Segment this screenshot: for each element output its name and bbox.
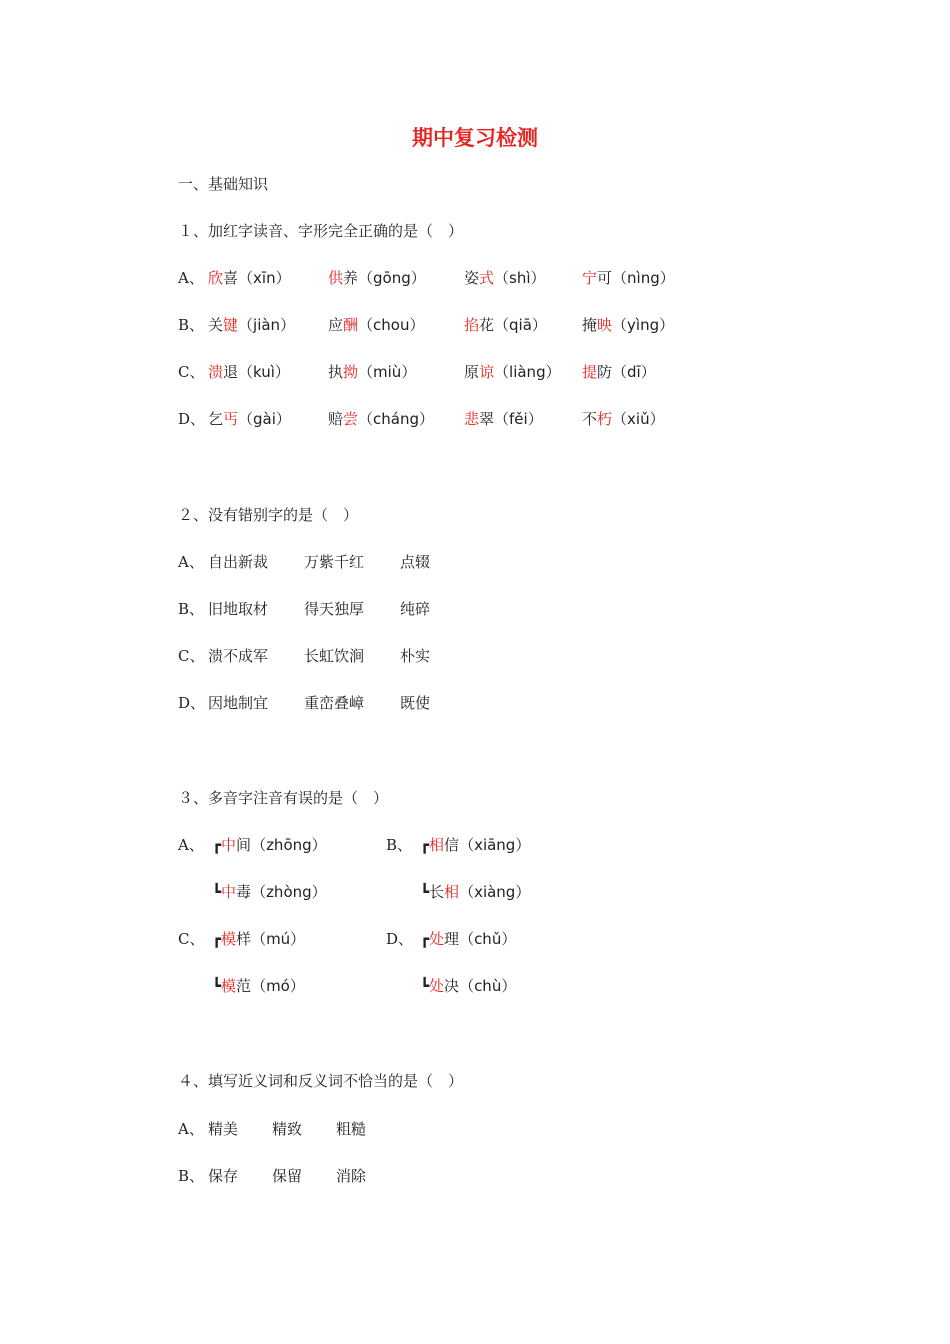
option-word (582, 268, 675, 288)
plain-char: 姿 (464, 269, 480, 287)
option-word (208, 315, 295, 335)
option-word: 溃不成军 (208, 647, 269, 665)
option-word (328, 268, 426, 288)
highlighted-char: 溃 (208, 363, 224, 381)
option-word (420, 882, 530, 902)
option-word: 旧地取材 (208, 600, 269, 618)
brace-top-icon: ┏ (420, 930, 430, 948)
plain-char: 毒 (236, 883, 252, 901)
option-word: 精美 (208, 1120, 239, 1138)
pinyin: （chù） (459, 977, 517, 995)
option-word: 消除 (336, 1167, 367, 1185)
pinyin: （chou） (358, 316, 425, 334)
plain-char: 退 (223, 363, 239, 381)
pinyin: （xiǔ） (612, 410, 665, 428)
brace-bottom-icon: ┗ (212, 883, 222, 901)
option-label: D、 (178, 410, 206, 428)
pinyin: （mú） (251, 930, 306, 948)
question-2-stem: ２、没有错别字的是（ ） (178, 506, 359, 524)
option-word: 既使 (400, 694, 431, 712)
pinyin: （chǔ） (459, 930, 517, 948)
question-4-stem: ４、填写近义词和反义词不恰当的是（ ） (178, 1072, 464, 1090)
highlighted-char: 模 (221, 977, 237, 995)
option-word: 粗糙 (336, 1120, 367, 1138)
plain-char: 赔 (328, 410, 344, 428)
option-word: 朴实 (400, 647, 431, 665)
pinyin: （shì） (494, 269, 546, 287)
pinyin: （fěi） (494, 410, 543, 428)
pinyin: （xīn） (238, 269, 291, 287)
option-word: 万紫千红 (304, 553, 365, 571)
pinyin: （xiàng） (459, 883, 531, 901)
option-word: 因地制宜 (208, 694, 269, 712)
brace-top-icon: ┏ (212, 836, 222, 854)
question-1-stem: １、加红字读音、字形完全正确的是（ ） (178, 222, 464, 240)
plain-char: 养 (343, 269, 359, 287)
option-label: D、 (178, 694, 206, 712)
option-label: B、 (386, 836, 413, 854)
option-word: 得天独厚 (304, 600, 365, 618)
option-label: B、 (178, 600, 205, 618)
pinyin: （kuì） (238, 363, 290, 381)
option-label: B、 (178, 1167, 205, 1185)
option-word (420, 976, 516, 996)
option-word (582, 315, 674, 335)
plain-char: 可 (597, 269, 613, 287)
option-word (328, 409, 434, 429)
plain-char: 不 (582, 410, 598, 428)
brace-bottom-icon: ┗ (420, 883, 430, 901)
pinyin: （mó） (251, 977, 305, 995)
pinyin: （zhòng） (251, 883, 327, 901)
highlighted-char: 键 (223, 316, 239, 334)
highlighted-char: 尝 (343, 410, 359, 428)
highlighted-char: 相 (444, 883, 460, 901)
plain-char: 花 (479, 316, 495, 334)
option-word: 纯碎 (400, 600, 431, 618)
brace-bottom-icon: ┗ (420, 977, 430, 995)
option-word (464, 315, 547, 335)
pinyin: （gài） (238, 410, 291, 428)
option-word: 点辍 (400, 553, 431, 571)
highlighted-char: 处 (429, 930, 445, 948)
plain-char: 翠 (479, 410, 495, 428)
plain-char: 防 (597, 363, 613, 381)
option-word (582, 362, 656, 382)
pinyin: （nìng） (612, 269, 675, 287)
pinyin: （liàng） (494, 363, 561, 381)
option-word (582, 409, 665, 429)
pinyin: （gōng） (358, 269, 426, 287)
highlighted-char: 拗 (343, 363, 359, 381)
option-label: D、 (386, 930, 414, 948)
plain-char: 关 (208, 316, 224, 334)
highlighted-char: 式 (479, 269, 495, 287)
page-title: 期中复习检测 (412, 126, 538, 150)
option-label: C、 (178, 647, 205, 665)
option-word (212, 882, 327, 902)
plain-char: 原 (464, 363, 480, 381)
brace-top-icon: ┏ (420, 836, 430, 854)
highlighted-char: 宁 (582, 269, 598, 287)
plain-char: 范 (236, 977, 252, 995)
option-word: 保存 (208, 1167, 239, 1185)
option-word (328, 315, 424, 335)
option-word (208, 409, 291, 429)
pinyin: （zhōng） (251, 836, 327, 854)
brace-top-icon: ┏ (212, 930, 222, 948)
option-word: 重峦叠嶂 (304, 694, 365, 712)
highlighted-char: 欣 (208, 269, 224, 287)
plain-char: 应 (328, 316, 344, 334)
option-word (212, 929, 305, 949)
brace-bottom-icon: ┗ (212, 977, 222, 995)
plain-char: 间 (236, 836, 252, 854)
option-label: A、 (178, 269, 204, 287)
option-word (464, 268, 546, 288)
option-word (212, 976, 305, 996)
plain-char: 掩 (582, 316, 598, 334)
section-heading: 一、基础知识 (178, 175, 269, 193)
pinyin: （yìng） (612, 316, 675, 334)
option-label: C、 (178, 930, 205, 948)
option-word: 自出新裁 (208, 553, 269, 571)
highlighted-char: 相 (429, 836, 445, 854)
highlighted-char: 映 (597, 316, 613, 334)
option-word (464, 409, 543, 429)
highlighted-char: 朽 (597, 410, 613, 428)
option-word (208, 268, 291, 288)
pinyin: （miù） (358, 363, 417, 381)
option-label: C、 (178, 363, 205, 381)
option-label: A、 (178, 1120, 204, 1138)
pinyin: （dī） (612, 363, 656, 381)
pinyin: （jiàn） (238, 316, 296, 334)
option-label: A、 (178, 553, 204, 571)
option-label: A、 (178, 836, 204, 854)
highlighted-char: 丐 (223, 410, 239, 428)
option-word (208, 362, 290, 382)
highlighted-char: 模 (221, 930, 237, 948)
option-word: 精致 (272, 1120, 303, 1138)
highlighted-char: 酬 (343, 316, 359, 334)
option-label: B、 (178, 316, 205, 334)
pinyin: （xiāng） (459, 836, 531, 854)
plain-char: 样 (236, 930, 252, 948)
highlighted-char: 处 (429, 977, 445, 995)
option-word (464, 362, 561, 382)
highlighted-char: 掐 (464, 316, 480, 334)
option-word: 保留 (272, 1167, 303, 1185)
plain-char: 信 (444, 836, 460, 854)
highlighted-char: 中 (221, 883, 237, 901)
plain-char: 决 (444, 977, 460, 995)
pinyin: （qiā） (494, 316, 547, 334)
option-word (420, 835, 530, 855)
option-word (420, 929, 516, 949)
highlighted-char: 谅 (479, 363, 495, 381)
highlighted-char: 供 (328, 269, 344, 287)
option-word (212, 835, 327, 855)
plain-char: 长 (429, 883, 445, 901)
pinyin: （cháng） (358, 410, 435, 428)
plain-char: 喜 (223, 269, 239, 287)
option-word: 长虹饮涧 (304, 647, 365, 665)
plain-char: 乞 (208, 410, 224, 428)
option-word (328, 362, 416, 382)
highlighted-char: 中 (221, 836, 237, 854)
highlighted-char: 悲 (464, 410, 480, 428)
plain-char: 执 (328, 363, 344, 381)
question-3-stem: ３、多音字注音有误的是（ ） (178, 789, 389, 807)
plain-char: 理 (444, 930, 460, 948)
highlighted-char: 提 (582, 363, 598, 381)
